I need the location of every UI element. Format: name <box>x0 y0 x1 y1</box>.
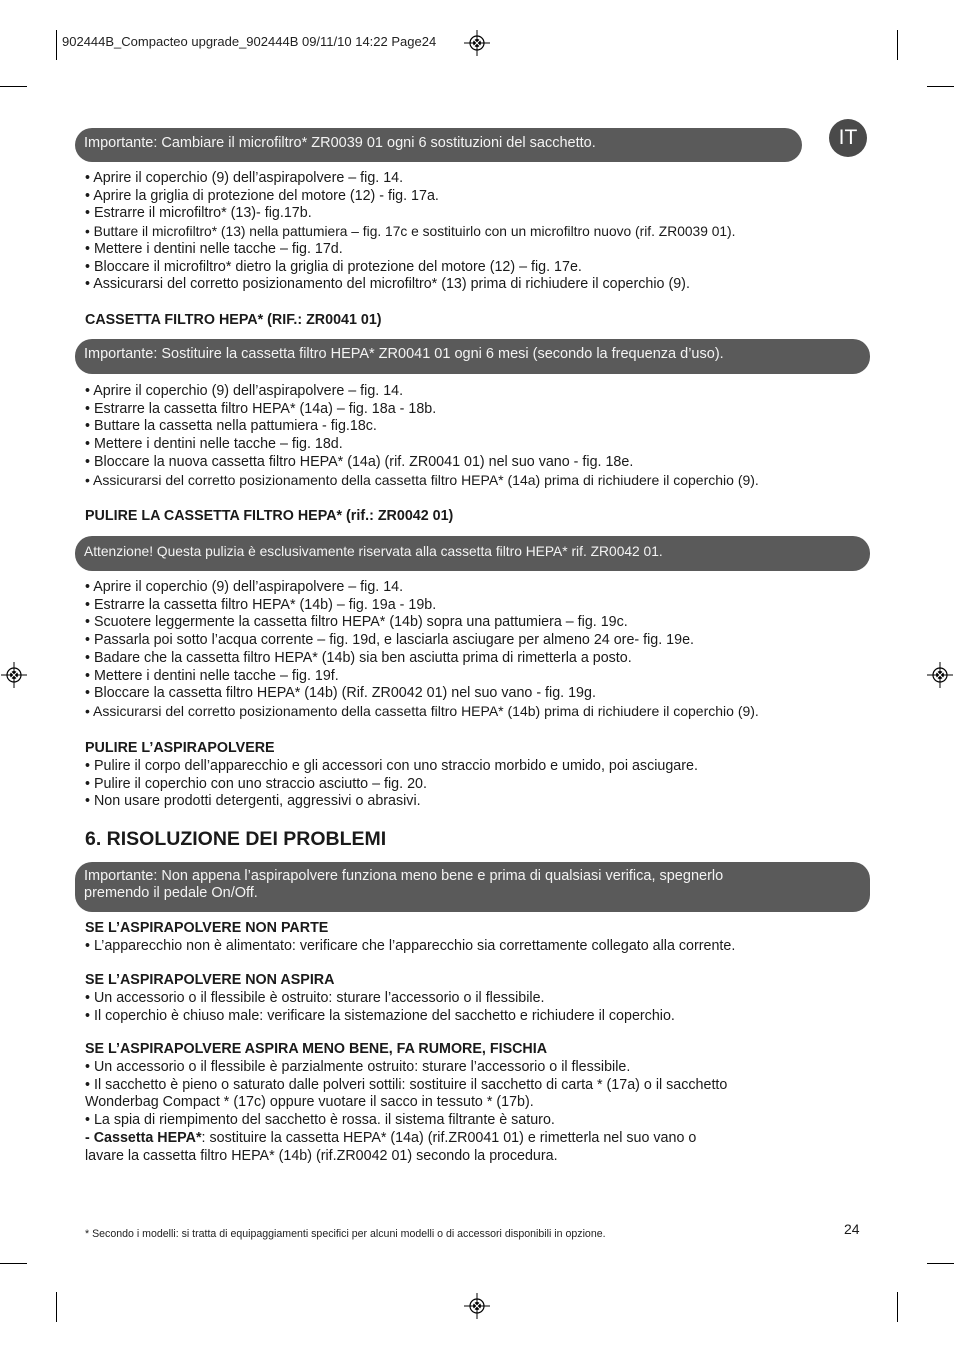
list-item: • Aprire la griglia di protezione del motore (12) - fig. 17a. <box>85 187 439 204</box>
page-number: 24 <box>844 1221 860 1237</box>
list-item: • Estrarre la cassetta filtro HEPA* (14a) – fig. 18a - 18b. <box>85 400 437 417</box>
footnote: * Secondo i modelli: si tratta di equipaggiamenti specifici per alcuni modelli o di accessori disponibili in opzione. <box>85 1228 606 1240</box>
list-item: • Il coperchio è chiuso male: verificare la sistemazione del sacchetto e richiudere il coperchio. <box>85 1007 675 1024</box>
clean-vacuum-steps <box>85 758 885 811</box>
list-item: • Bloccare il microfiltro* dietro la griglia di protezione del motore (12) – fig. 17e. <box>85 258 582 275</box>
banner-line: Importante: Non appena l’aspirapolvere funziona meno bene e prima di qualsiasi verifica, spegnerlo <box>84 868 724 884</box>
list-item: • Aprire il coperchio (9) dell’aspirapolvere – fig. 14. <box>85 579 404 595</box>
clean-hepa-steps <box>85 579 885 721</box>
list-item: • Pulire il coperchio con uno straccio asciutto – fig. 20. <box>85 775 427 792</box>
registration-mark-icon <box>464 30 490 56</box>
cassette-text: : sostituire la cassetta HEPA* (14a) (rif.ZR0041 01) e rimetterla nel suo vano o <box>201 1129 697 1146</box>
crop-mark <box>0 1263 27 1264</box>
list-item: • Non usare prodotti detergenti, aggressivi o abrasivi. <box>85 793 421 810</box>
hepa-cassette-steps <box>85 383 885 489</box>
list-item: • L’apparecchio non è alimentato: verificare che l’apparecchio sia correttamente collegato alla corrente. <box>85 938 736 954</box>
crop-mark <box>0 86 27 87</box>
clean-hepa-title: PULIRE LA CASSETTA FILTRO HEPA* (rif.: ZR0042 01) <box>85 508 454 524</box>
list-item: • Mettere i dentini nelle tacche – fig. 18d. <box>85 436 343 453</box>
crop-mark <box>927 86 954 87</box>
hepa-cassette-title: CASSETTA FILTRO HEPA* (RIF.: ZR0041 01) <box>85 312 382 328</box>
hepa-cassette-banner: Importante: Sostituire la cassetta filtro HEPA* ZR0041 01 ogni 6 mesi (secondo la frequenza d’uso). <box>75 339 870 374</box>
microfilter-steps <box>85 170 885 294</box>
list-item: • Buttare il microfiltro* (13) nella pattumiera – fig. 17c e sostituirlo con un microfiltro nuovo (rif. ZR0039 01). <box>85 224 736 240</box>
registration-mark-icon <box>1 662 27 688</box>
list-item: • Un accessorio o il flessibile è parzialmente ostruito: sturare l’accessorio o il flessibile. <box>85 1059 631 1075</box>
crop-mark <box>56 1292 57 1322</box>
list-item <box>85 1130 885 1148</box>
list-item: lavare la cassetta filtro HEPA* (14b) (rif.ZR0042 01) secondo la procedura. <box>85 1147 558 1164</box>
microfilter-banner: Importante: Cambiare il microfiltro* ZR0039 01 ogni 6 sostituzioni del sacchetto. <box>75 128 802 162</box>
list-item: • Aprire il coperchio (9) dell’aspirapolvere – fig. 14. <box>85 170 404 186</box>
not-start-steps <box>85 938 885 956</box>
no-suction-title: SE L’ASPIRAPOLVERE NON ASPIRA <box>85 972 335 988</box>
language-badge: IT <box>829 119 867 157</box>
list-item: • Estrarre la cassetta filtro HEPA* (14b) – fig. 19a - 19b. <box>85 596 437 613</box>
list-item: Wonderbag Compact * (17c) oppure vuotare il sacco in tessuto * (17b). <box>85 1094 534 1111</box>
list-item: • Buttare la cassetta nella pattumiera - fig.18c. <box>85 418 377 435</box>
list-item: • Assicurarsi del corretto posizionamento della cassetta filtro HEPA* (14b) prima di richiudere il coperchio (9). <box>85 702 759 719</box>
crop-mark <box>897 30 898 60</box>
clean-vacuum-title: PULIRE L’ASPIRAPOLVERE <box>85 740 275 756</box>
no-suction-steps <box>85 990 885 1025</box>
registration-mark-icon <box>927 662 953 688</box>
list-item: • Bloccare la nuova cassetta filtro HEPA* (14a) (rif. ZR0041 01) nel suo vano - fig. 18e. <box>85 453 634 470</box>
weak-suction-steps <box>85 1059 885 1165</box>
clean-hepa-banner: Attenzione! Questa pulizia è esclusivamente riservata alla cassetta filtro HEPA* rif. ZR0042 01. <box>75 536 870 571</box>
list-item: • Passarla poi sotto l’acqua corrente – fig. 19d, e lasciarla asciugare per almeno 24 ore- fig. 19e. <box>85 632 694 649</box>
weak-suction-title: SE L’ASPIRAPOLVERE ASPIRA MENO BENE, FA RUMORE, FISCHIA <box>85 1041 548 1057</box>
list-item: • Aprire il coperchio (9) dell’aspirapolvere – fig. 14. <box>85 383 404 399</box>
list-item: • Scuotere leggermente la cassetta filtro HEPA* (14b) sopra una pattumiera – fig. 19c. <box>85 614 628 631</box>
list-item: • Estrarre il microfiltro* (13)- fig.17b. <box>85 205 312 222</box>
registration-mark-icon <box>464 1293 490 1319</box>
list-item: • Assicurarsi del corretto posizionamento della cassetta filtro HEPA* (14a) prima di richiudere il coperchio (9). <box>85 471 759 488</box>
crop-mark <box>927 1263 954 1264</box>
troubleshooting-heading: 6. RISOLUZIONE DEI PROBLEMI <box>85 828 387 850</box>
list-item: • Bloccare la cassetta filtro HEPA* (14b) (Rif. ZR0042 01) nel suo vano - fig. 19g. <box>85 685 596 702</box>
list-item: • La spia di riempimento del sacchetto è rossa. il sistema filtrante è saturo. <box>85 1112 555 1129</box>
list-item: • Mettere i dentini nelle tacche – fig. 19f. <box>85 667 339 684</box>
list-item: • Badare che la cassetta filtro HEPA* (14b) sia ben asciutta prima di rimetterla a posto. <box>85 649 632 666</box>
list-item: • Pulire il corpo dell’apparecchio e gli accessori con uno straccio morbido e umido, poi asciugare. <box>85 758 698 774</box>
list-item: • Mettere i dentini nelle tacche – fig. 17d. <box>85 240 343 257</box>
banner-line: premendo il pedale On/Off. <box>84 885 258 901</box>
list-item: • Un accessorio o il flessibile è ostruito: sturare l’accessorio o il flessibile. <box>85 990 545 1006</box>
cassette-label: - Cassetta HEPA* <box>85 1129 202 1146</box>
crop-mark <box>897 1292 898 1322</box>
not-start-title: SE L’ASPIRAPOLVERE NON PARTE <box>85 920 329 936</box>
crop-mark <box>56 30 57 60</box>
list-item: • Il sacchetto è pieno o saturato dalle polveri sottili: sostituire il sacchetto di carta * (17a) o il sacchetto <box>85 1076 728 1093</box>
print-file-info: 902444B_Compacteo upgrade_902444B 09/11/10 14:22 Page24 <box>62 34 437 49</box>
troubleshooting-banner <box>75 862 870 912</box>
list-item: • Assicurarsi del corretto posizionamento del microfiltro* (13) prima di richiudere il coperchio (9). <box>85 276 690 293</box>
